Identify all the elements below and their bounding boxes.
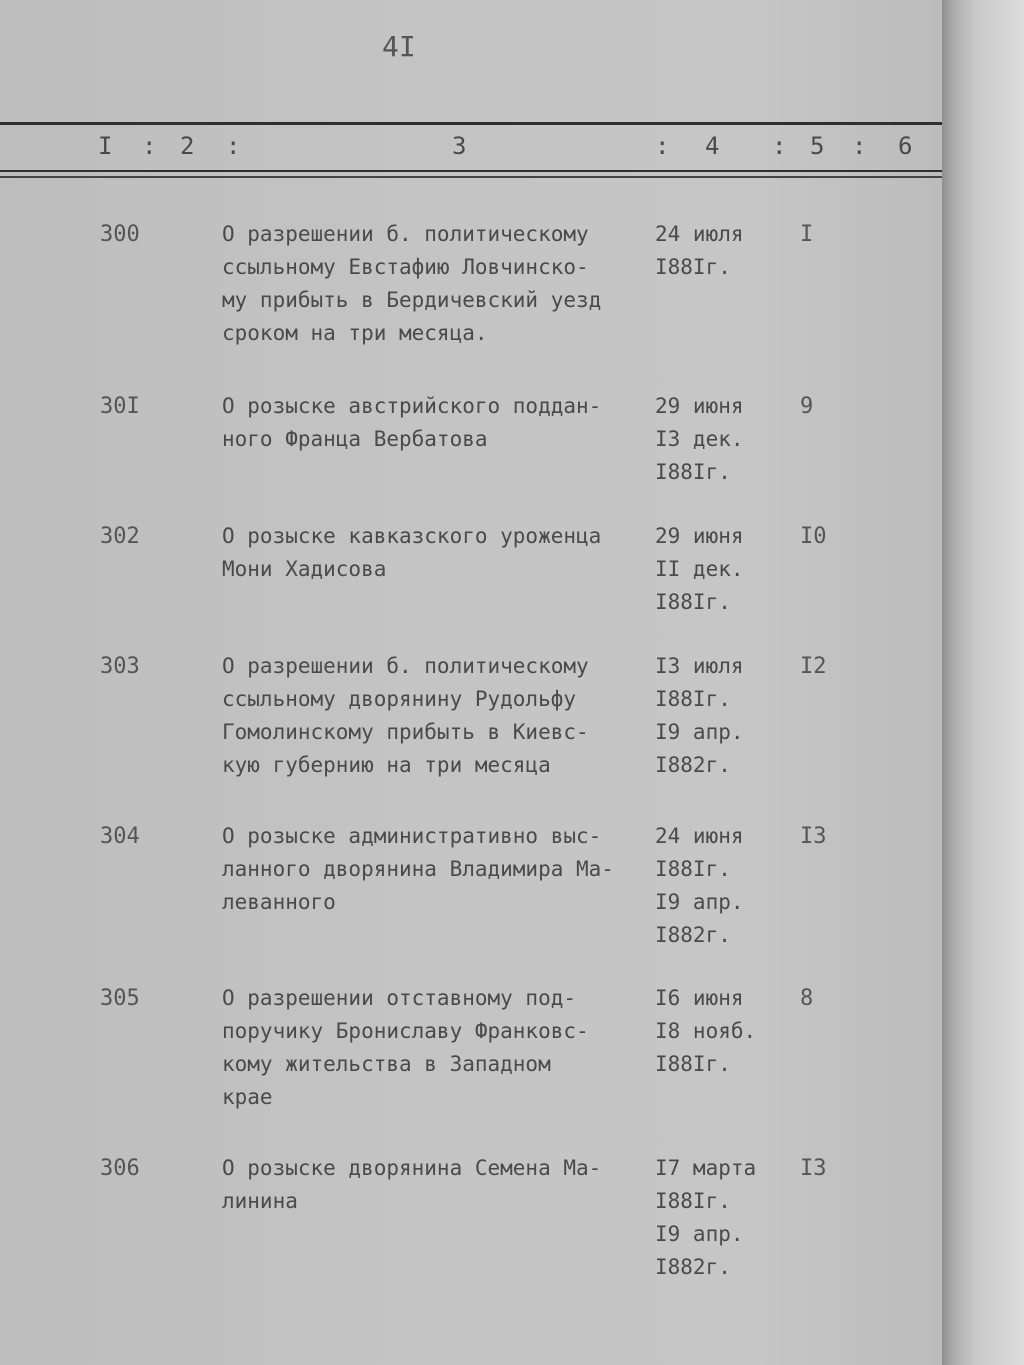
date-line: 24 июля	[655, 222, 744, 246]
description-line: О розыске австрийского поддан-	[222, 394, 602, 418]
column-header-6: 6	[898, 132, 913, 160]
date-line: I88Iг.	[655, 590, 731, 614]
entry-dates	[655, 390, 744, 489]
description-line: кому жительства в Западном	[222, 1052, 551, 1076]
entry-dates	[655, 820, 744, 952]
column-separator: :	[142, 132, 157, 160]
column-header-4: 4	[705, 132, 720, 160]
description-line: ного Франца Вербатова	[222, 427, 488, 451]
date-line: I8 нояб.	[655, 1019, 757, 1043]
header-bottom-rule	[0, 176, 942, 178]
entry-dates	[655, 650, 744, 782]
entry-number: 30I	[100, 394, 140, 419]
description-line: Гомолинскому прибыть в Киевс-	[222, 720, 589, 744]
date-line: I88Iг.	[655, 1052, 731, 1076]
date-line: I3 июля	[655, 654, 744, 678]
description-line: му прибыть в Бердичевский уезд	[222, 288, 602, 312]
description-line: линина	[222, 1189, 298, 1213]
date-line: I88Iг.	[655, 1189, 731, 1213]
column-separator: :	[226, 132, 241, 160]
date-line: I88Iг.	[655, 687, 731, 711]
sheet-count: I0	[800, 524, 827, 549]
description-line: кую губернию на три месяца	[222, 753, 551, 777]
description-line: Мони Хадисова	[222, 557, 387, 581]
entry-number: 304	[100, 824, 140, 849]
sheet-count: 8	[800, 986, 814, 1011]
entry-number: 300	[100, 222, 140, 247]
entry-dates	[655, 982, 756, 1081]
date-line: I6 июня	[655, 986, 744, 1010]
description-line: ланного дворянина Владимира Ма-	[222, 857, 614, 881]
description-line: ссыльному Евстафию Ловчинско-	[222, 255, 589, 279]
description-line: О розыске дворянина Семена Ма-	[222, 1156, 602, 1180]
column-header-3: 3	[452, 132, 467, 160]
date-line: 29 июня	[655, 394, 744, 418]
description-line: сроком на три месяца.	[222, 321, 488, 345]
date-line: I9 апр.	[655, 890, 744, 914]
entry-number: 302	[100, 524, 140, 549]
entry-description	[222, 650, 642, 782]
date-line: I7 марта	[655, 1156, 757, 1180]
sheet-count: I3	[800, 824, 827, 849]
sheet-count: I	[800, 222, 814, 247]
page-number: 4I	[382, 30, 416, 63]
date-line: I9 апр.	[655, 1222, 744, 1246]
sheet-count: I3	[800, 1156, 827, 1181]
header-top-rule	[0, 122, 942, 125]
date-line: 29 июня	[655, 524, 744, 548]
header-bottom-rule	[0, 170, 942, 172]
description-line: О розыске кавказского уроженца	[222, 524, 602, 548]
description-line: О разрешении б. политическому	[222, 222, 589, 246]
description-line: леванного	[222, 890, 336, 914]
date-line: II дек.	[655, 557, 744, 581]
entry-description	[222, 820, 642, 919]
entry-description	[222, 520, 642, 586]
description-line: ссыльному дворянину Рудольфу	[222, 687, 577, 711]
sheet-count: 9	[800, 394, 814, 419]
date-line: I88Iг.	[655, 460, 731, 484]
column-separator: :	[772, 132, 787, 160]
column-separator: :	[655, 132, 670, 160]
date-line: I882г.	[655, 1255, 731, 1279]
column-separator: :	[852, 132, 867, 160]
date-line: 24 июня	[655, 824, 744, 848]
entry-description	[222, 390, 642, 456]
date-line: I9 апр.	[655, 720, 744, 744]
date-line: I882г.	[655, 923, 731, 947]
entry-description	[222, 218, 642, 350]
entry-number: 305	[100, 986, 140, 1011]
entry-dates	[655, 520, 744, 619]
description-line: О разрешении б. политическому	[222, 654, 589, 678]
description-line: крае	[222, 1085, 273, 1109]
entry-description	[222, 1152, 642, 1218]
entry-number: 303	[100, 654, 140, 679]
description-line: поручику Брониславу Франковс-	[222, 1019, 589, 1043]
date-line: I88Iг.	[655, 255, 731, 279]
column-header-5: 5	[810, 132, 825, 160]
date-line: I3 дек.	[655, 427, 744, 451]
description-line: О розыске административно выс-	[222, 824, 602, 848]
entry-dates	[655, 218, 744, 284]
column-header-2: 2	[180, 132, 195, 160]
underlying-sheet	[942, 0, 1024, 1365]
date-line: I88Iг.	[655, 857, 731, 881]
description-line: О разрешении отставному под-	[222, 986, 577, 1010]
sheet-count: I2	[800, 654, 827, 679]
column-header-1: I	[98, 132, 113, 160]
entry-dates	[655, 1152, 756, 1284]
entry-number: 306	[100, 1156, 140, 1181]
date-line: I882г.	[655, 753, 731, 777]
entry-description	[222, 982, 642, 1114]
